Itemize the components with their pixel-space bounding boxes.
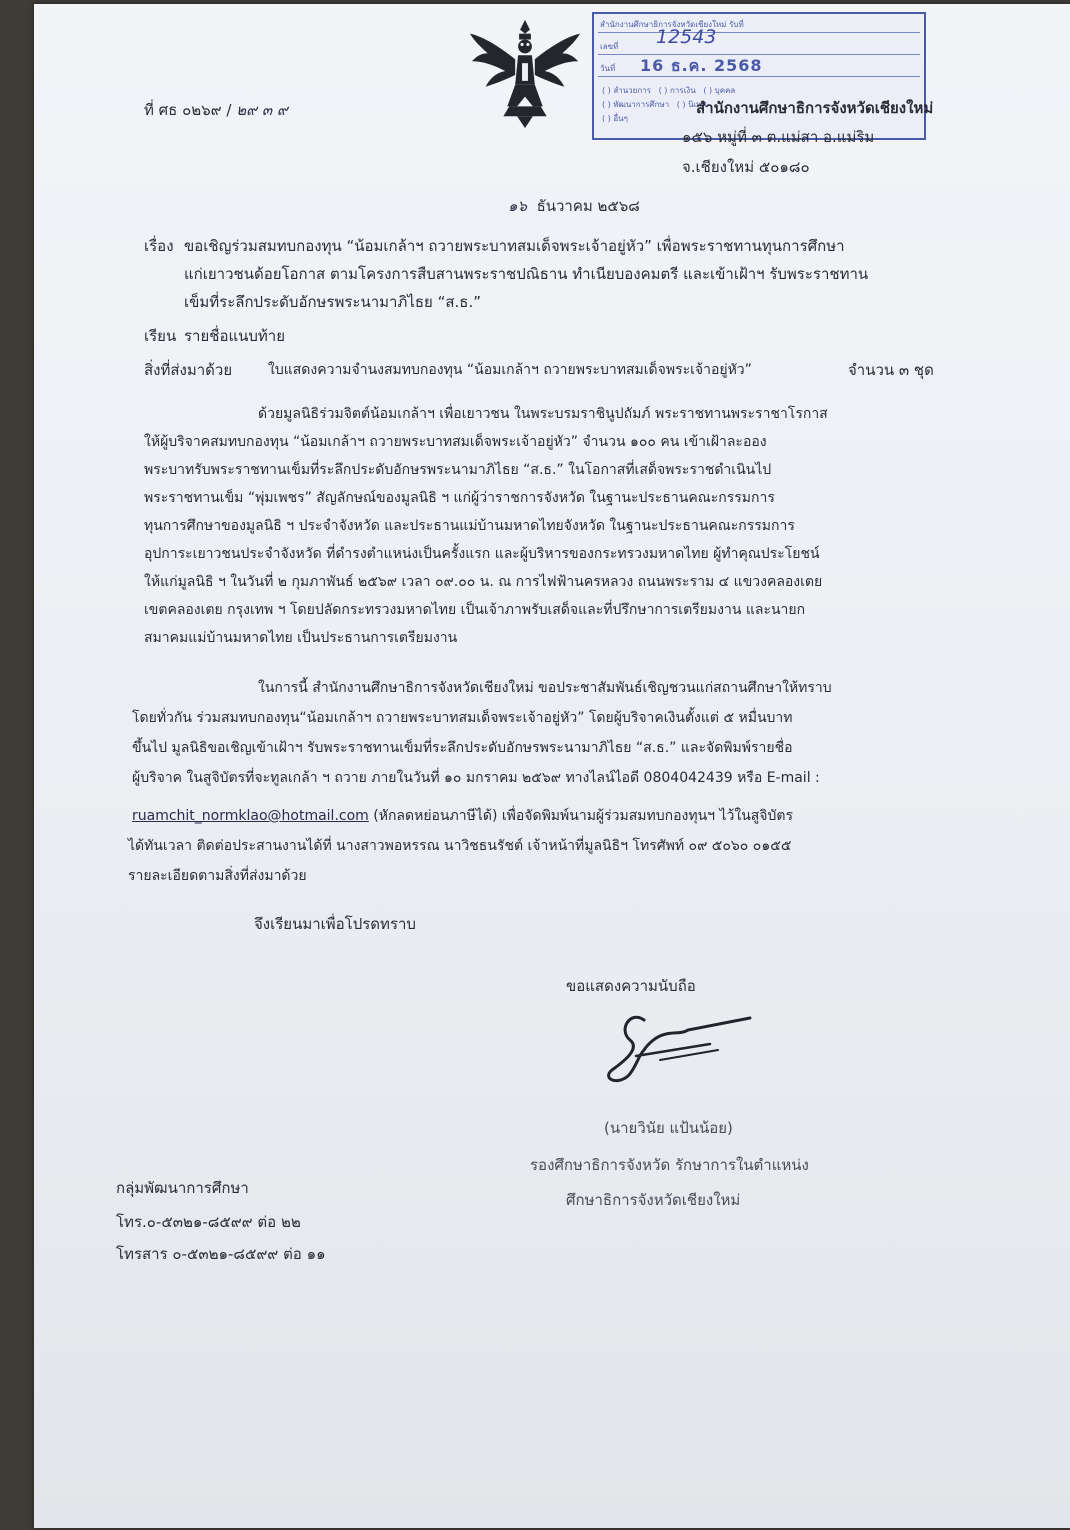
garuda-emblem-icon (466, 14, 584, 132)
enclosure-count: จำนวน ๓ ชุด (848, 361, 934, 379)
subject-line-3: เข็มที่ระลึกประดับอักษรพระนามาภิไธย “ส.ธ.” (184, 293, 481, 311)
stamp-header-text: สำนักงานศึกษาธิการจังหวัดเชียงใหม่ รับที่ (600, 20, 744, 29)
stamp-date: 16 ธ.ค. 2568 (640, 56, 763, 75)
stamp-number-label: เลขที่ (600, 42, 619, 51)
paragraph1-line: สมาคมแม่บ้านมหาดไทย เป็นประธานการเตรียมงาน (144, 630, 458, 646)
paragraph2-line: ในการนี้ สำนักงานศึกษาธิการจังหวัดเชียงใหม่ ขอประชาสัมพันธ์เชิญชวนแก่สถานศึกษาให้ทราบ (258, 680, 832, 696)
to-value: รายชื่อแนบท้าย (184, 327, 286, 345)
enclosure-value: ใบแสดงความจำนงสมทบกองทุน “น้อมเกล้าฯ ถวายพระบาทสมเด็จพระเจ้าอยู่หัว” (268, 362, 752, 378)
subject-label: เรื่อง (144, 237, 174, 255)
paragraph1-line: ด้วยมูลนิธิร่วมจิตต์น้อมเกล้าฯ เพื่อเยาวชน ในพระบรมราชินูปถัมภ์ พระราชทานพระราชาโรกาส (258, 406, 828, 422)
email-line: ruamchit_normklao@hotmail.com (หักลดหย่อนภาษีได้) เพื่อจัดพิมพ์นามผู้ร่วมสมทบกองทุนฯ ไว้ในสูจิบัตร (132, 808, 794, 824)
subject-line-1: ขอเชิญร่วมสมทบกองทุน “น้อมเกล้าฯ ถวายพระบาทสมเด็จพระเจ้าอยู่หัว” เพื่อพระราชทานทุนการศึกษา (184, 237, 845, 255)
reference-handwritten: ๒๙ ๓ ๙ (236, 101, 288, 119)
closing-regards: ขอแสดงความนับถือ (566, 977, 696, 995)
email-link[interactable]: ruamchit_normklao@hotmail.com (132, 808, 369, 824)
signer-name: (นายวินัย แป้นน้อย) (604, 1119, 733, 1137)
letter-date: ๑๖ ธันวาคม ๒๕๖๘ (508, 197, 640, 215)
paragraph2-tail-line: รายละเอียดตามสิ่งที่ส่งมาด้วย (128, 868, 307, 884)
closing-request: จึงเรียนมาเพื่อโปรดทราบ (254, 915, 416, 933)
stamp-date-label: วันที่ (600, 64, 616, 73)
department-fax: โทรสาร ๐-๕๓๒๑-๘๕๙๙ ต่อ ๑๑ (116, 1245, 326, 1263)
stamp-number: 12543 (656, 26, 717, 48)
paragraph1-line: พระราชทานเข็ม “พุ่มเพชร” สัญลักษณ์ของมูลนิธิ ฯ แก่ผู้ว่าราชการจังหวัด ในฐานะประธานคณะกรรมการ (144, 490, 775, 506)
paragraph1-line: พระบาทรับพระราชทานเข็มที่ระลึกประดับอักษรพระนามาภิไธย “ส.ธ.” ในโอกาสที่เสด็จพระราชดำเนินไป (144, 462, 772, 478)
paragraph1-line: ทุนการศึกษาของมูลนิธิ ฯ ประจำจังหวัด และประธานแม่บ้านมหาดไทยจังหวัด ในฐานะประธานคณะกรรมการ (144, 518, 795, 534)
signer-title-2: ศึกษาธิการจังหวัดเชียงใหม่ (566, 1191, 741, 1209)
office-address-line2: จ.เชียงใหม่ ๕๐๑๘๐ (682, 158, 810, 176)
reference-number: ที่ ศธ ๐๒๖๙ / ๒๙ ๓ ๙ (144, 101, 288, 119)
date-day-handwritten: ๑๖ (508, 197, 528, 215)
paragraph2-line: ผู้บริจาค ในสูจิบัตรที่จะทูลเกล้า ฯ ถวาย ภายในวันที่ ๑๐ มกราคม ๒๕๖๙ ทางไลน์ไอดี 0804042439 หรือ E-mail : (132, 770, 820, 786)
to-label: เรียน (144, 327, 177, 345)
paragraph1-line: เขตคลองเตย กรุงเทพ ฯ โดยปลัดกระทรวงมหาดไทย เป็นเจ้าภาพรับเสด็จและที่ปรึกษาการเตรียมงาน และนายก (144, 602, 806, 618)
letter-page (34, 4, 1070, 1528)
enclosure-label: สิ่งที่ส่งมาด้วย (144, 361, 233, 379)
signature-icon (600, 1000, 760, 1092)
department-phone: โทร.๐-๕๓๒๑-๘๕๙๙ ต่อ ๒๒ (116, 1213, 301, 1231)
paragraph2-line: โดยทั่วกัน ร่วมสมทบกองทุน“น้อมเกล้าฯ ถวายพระบาทสมเด็จพระเจ้าอยู่หัว” โดยผู้บริจาคเงินตั้งแต่ ๕ หมื่นบาท (132, 710, 793, 726)
office-name: สำนักงานศึกษาธิการจังหวัดเชียงใหม่ (696, 99, 934, 117)
paragraph1-line: ให้ผู้บริจาคสมทบกองทุน “น้อมเกล้าฯ ถวายพระบาทสมเด็จพระเจ้าอยู่หัว” จำนวน ๑๐๐ คน เข้าเฝ้าละออง (144, 434, 767, 450)
department-name: กลุ่มพัฒนาการศึกษา (116, 1179, 249, 1197)
subject-line-2: แก่เยาวชนด้อยโอกาส ตามโครงการสืบสานพระราชปณิธาน ทำเนียบองคมตรี และเข้าเฝ้าฯ รับพระราชทาน (184, 265, 869, 283)
receipt-stamp: สำนักงานศึกษาธิการจังหวัดเชียงใหม่ รับที่ เลขที่ 12543 วันที่ 16 ธ.ค. 2568 ( ) สำนวยการ ( ) การเงิน ( ) บุคคล ( ) พัฒนาการศึกษา ( ) นิเทศ ( ) อื่นๆ (592, 12, 926, 140)
paragraph2-tail-line: ได้ทันเวลา ติดต่อประสานงานได้ที่ นางสาวพอหรรณ นาวิชธนรัชต์ เจ้าหน้าที่มูลนิธิฯ โทรศัพท์ ๐๙ ๕๐๖๐ ๐๑๕๕ (128, 838, 792, 854)
paragraph2-line: ขึ้นไป มูลนิธิขอเชิญเข้าเฝ้าฯ รับพระราชทานเข็มที่ระลึกประดับอักษรพระนามาภิไธย “ส.ธ.” และจัดพิมพ์รายชื่อ (132, 740, 793, 756)
paragraph1-line: ให้แก่มูลนิธิ ฯ ในวันที่ ๒ กุมภาพันธ์ ๒๕๖๙ เวลา ๐๙.๐๐ น. ณ การไฟฟ้านครหลวง ถนนพระราม ๔ แขวงคลองเตย (144, 574, 823, 590)
signer-title-1: รองศึกษาธิการจังหวัด รักษาการในตำแหน่ง (530, 1156, 809, 1174)
paragraph1-line: อุปการะเยาวชนประจำจังหวัด ที่ดำรงตำแหน่งเป็นครั้งแรก และผู้บริหารของกระทรวงมหาดไทย ผู้ทำคุณประโยชน์ (144, 546, 820, 562)
office-address-line1: ๑๕๖ หมู่ที่ ๓ ต.แม่สา อ.แม่ริม (682, 128, 875, 146)
